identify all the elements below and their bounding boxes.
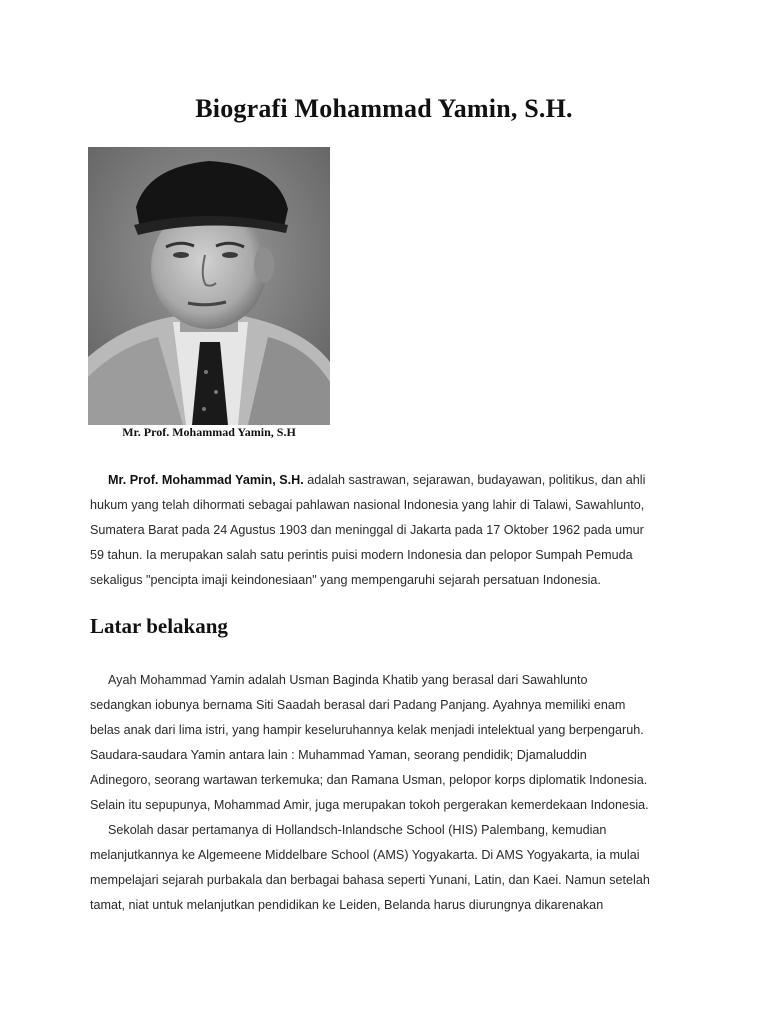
intro-first-line-text: adalah sastrawan, sejarawan, budayawan, politikus, dan ahli [303,473,646,487]
intro-line: sekaligus "pencipta imaji keindonesiaan" yang mempengaruhi sejarah persatuan Indonesia. [90,573,601,587]
body-line: mempelajari sejarah purbakala dan berbagai bahasa seperti Yunani, Latin, dan Kaei. Namun setelah [90,873,650,887]
intro-paragraph [90,468,680,593]
body-line: melanjutkannya ke Algemeene Middelbare School (AMS) Yogyakarta. Di AMS Yogyakarta, ia mulai [90,848,640,862]
background-paragraph-2 [90,818,680,918]
background-paragraph-1 [90,668,680,818]
portrait-photo [88,147,330,425]
body-line: Sekolah dasar pertamanya di Hollandsch-Inlandsche School (HIS) Palembang, kemudian [108,823,607,837]
intro-line: 59 tahun. Ia merupakan salah satu perintis puisi modern Indonesia dan pelopor Sumpah Pemuda [90,548,633,562]
body-line: sedangkan iobunya bernama Siti Saadah berasal dari Padang Panjang. Ayahnya memiliki enam [90,698,626,712]
subject-name: Mr. Prof. Mohammad Yamin, S.H. [108,473,304,487]
body-line: Ayah Mohammad Yamin adalah Usman Baginda Khatib yang berasal dari Sawahlunto [108,673,588,687]
intro-first-line [90,468,680,493]
section-heading: Latar belakang [90,614,228,638]
body-line: Adinegoro, seorang wartawan terkemuka; dan Ramana Usman, pelopor korps diplomatik Indonesia. [90,773,648,787]
body-line: belas anak dari lima istri, yang hampir keseluruhannya kelak menjadi intelektual yang berpengaruh. [90,723,644,737]
document-title: Biografi Mohammad Yamin, S.H. [195,94,573,123]
photo-caption: Mr. Prof. Mohammad Yamin, S.H [122,425,296,439]
body-line: Saudara-saudara Yamin antara lain : Muhammad Yaman, seorang pendidik; Djamaluddin [90,748,587,762]
intro-line: hukum yang telah dihormati sebagai pahlawan nasional Indonesia yang lahir di Talawi, Sawahlunto, [90,498,645,512]
body-line: Selain itu sepupunya, Mohammad Amir, juga merupakan tokoh pergerakan kemerdekaan Indonesia. [90,798,649,812]
intro-line: Sumatera Barat pada 24 Agustus 1903 dan meninggal di Jakarta pada 17 Oktober 1962 pada umur [90,523,644,537]
body-line: tamat, niat untuk melanjutkan pendidikan ke Leiden, Belanda harus diurungnya dikarenakan [90,898,604,912]
